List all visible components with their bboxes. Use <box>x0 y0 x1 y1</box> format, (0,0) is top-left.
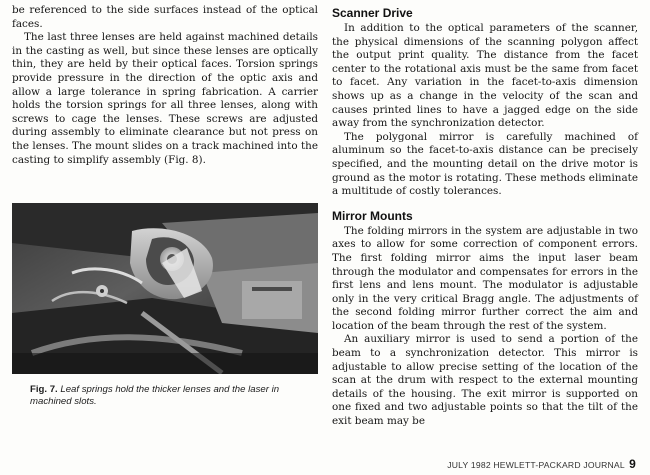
paragraph-folding-mirrors: The folding mirrors in the system are adjustable in two axes to allow for some correction of component errors. The first folding mirror aims the input laser beam through the modulator and compensates for errors in the first lens and lens mount. The modulator is adjustable only in the very critical Bragg angle. The adjustments of the second folding mirror further correct the aim and location of the beam through the rest of the system. <box>332 224 638 332</box>
journal-name: JULY 1982 HEWLETT-PACKARD JOURNAL <box>447 460 625 470</box>
section-heading-mirror-mounts: Mirror Mounts <box>332 208 413 223</box>
paragraph-lens-mounting: The last three lenses are held against machined details in the casting as well, but since these lenses are optically thin, they are held by their optical faces. Torsion springs provide pressure in the direction of the optic axis and allow a large tolerance in spring fabrication. A carrier holds the torsion springs for all three lenses, along with screws to cage the lenses. These screws are adjusted during assembly to eliminate clearance but not press on the lenses. The mount slides on a track machined into the casting to simplify assembly (Fig. 8). <box>12 31 318 166</box>
page-number: 9 <box>629 457 636 471</box>
figure-caption-text: Leaf springs hold the thicker lenses and the laser in machined slots. <box>30 384 280 407</box>
paragraph-scanner-polygon: In addition to the optical parameters of the scanner, the physical dimensions of the scanning polygon affect the output print quality. The distance from the facet center to the rotational axis must be the same from facet to facet. Any variation in the facet-to-axis dimension shows up as a change in the velocity of the scan and causes printed lines to have a jagged edge on the side away from the synchronization detector. <box>332 22 638 130</box>
section-heading-scanner-drive: Scanner Drive <box>332 6 413 20</box>
figure-label: Fig. 7. <box>30 384 58 395</box>
figure-caption <box>30 384 300 407</box>
right-column <box>332 4 638 429</box>
page-footer <box>447 457 636 471</box>
paragraph-polygonal-mirror: The polygonal mirror is carefully machined of aluminum so the facet-to-axis distance can be precisely specified, and the mounting detail on the drive motor is ground as the motor is rotating. These methods eliminate a multitude of costly tolerances. <box>332 130 638 198</box>
figure-photo <box>12 203 318 374</box>
left-column <box>12 4 318 167</box>
paragraph-continued: be referenced to the side surfaces instead of the optical faces. <box>12 4 318 30</box>
paragraph-auxiliary-mirror: An auxiliary mirror is used to send a portion of the beam to a synchronization detector. This mirror is adjustable to allow precise setting of the location of the scan at the drum with respect to the external mounting details of the housing. The exit mirror is supported on one fixed and two adjustable points so that the tilt of the exit beam may be <box>332 333 638 428</box>
